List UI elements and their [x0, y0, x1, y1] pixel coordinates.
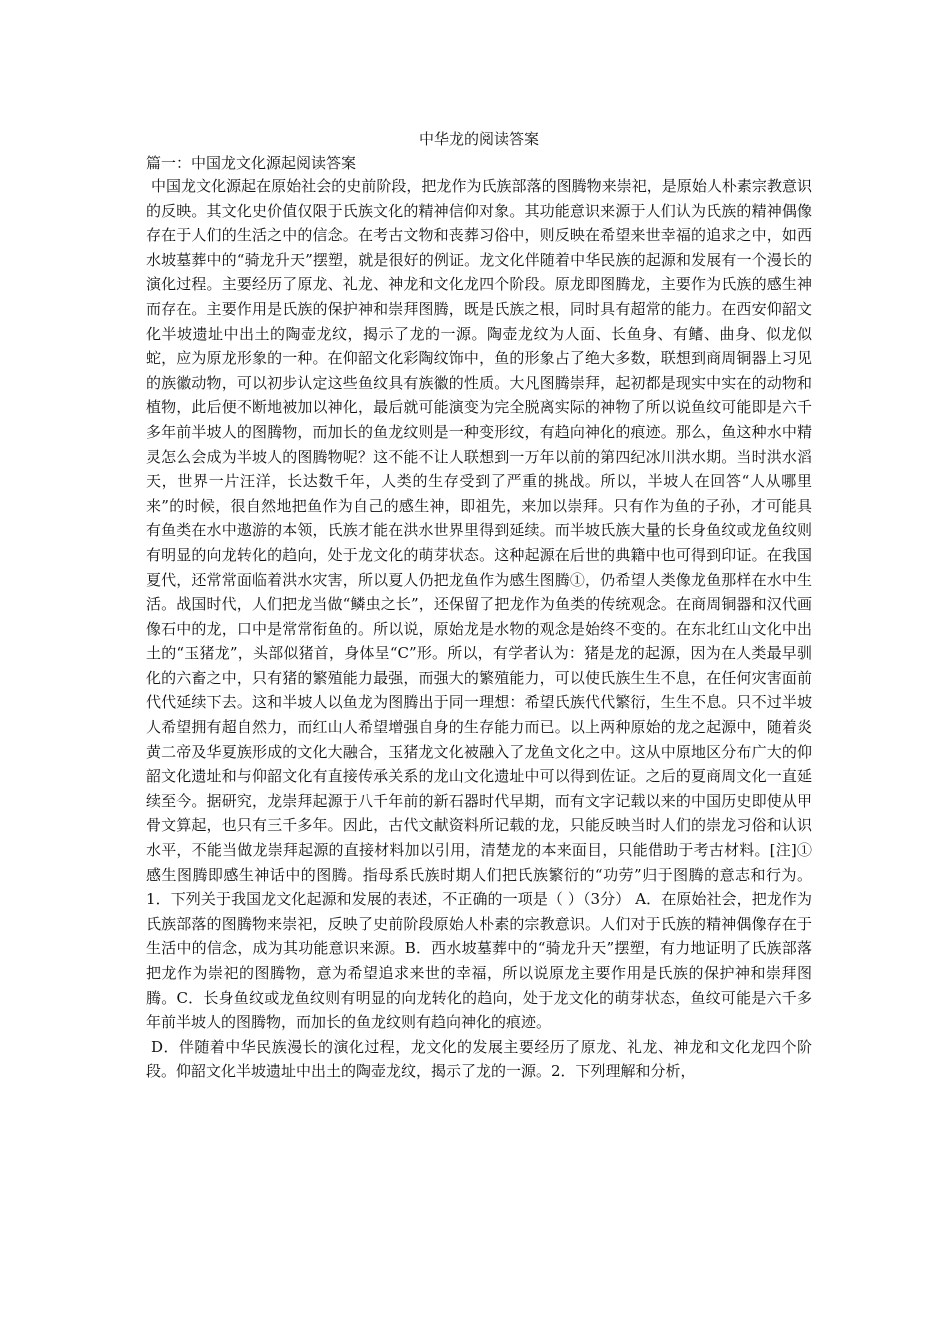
- body-paragraph: D．伴随着中华民族漫长的演化过程，龙文化的发展主要经历了原龙、礼龙、神龙和文化龙四个阶段。仰韶文化半坡遗址中出土的陶壶龙纹，揭示了龙的一源。2．下列理解和分析，: [146, 1037, 812, 1081]
- document-page: [146, 128, 812, 1084]
- section-heading: 篇一：中国龙文化源起阅读答案: [146, 154, 357, 172]
- document-title: 中华龙的阅读答案: [418, 130, 539, 148]
- body-paragraph: 中国龙文化源起在原始社会的史前阶段，把龙作为氏族部落的图腾物来崇祀，是原始人朴素宗教意识的反映。其文化史价值仅限于氏族文化的精神信仰对象。其功能意识来源于人们认为氏族的精神偶像存在于人们的生活之中的信念。在考古文物和丧葬习俗中，则反映在希望来世幸福的追求之中，如西水坡墓葬中的“骑龙升天”摆塑，就是很好的例证。龙文化伴随着中华民族的起源和发展有一个漫长的演化过程。主要经历了原龙、礼龙、神龙和文化龙四个阶段。原龙即图腾龙，主要作为氏族的感生神而存在。主要作用是氏族的保护神和崇拜图腾，既是氏族之根，同时具有超常的能力。在西安仰韶文化半坡遗址中出土的陶壶龙纹，揭示了龙的一源。陶壶龙纹为人面、长鱼身、有鳍、曲身、似龙似蛇，应为原龙形象的一种。在仰韶文化彩陶纹饰中，鱼的形象占了绝大多数，联想到商周铜器上习见的族徽动物，可以初步认定这些鱼纹具有族徽的性质。大凡图腾崇拜，起初都是现实中实在的动物和植物，此后便不断地被加以神化，最后就可能演变为完全脱离实际的神物了所以说鱼纹可能即是六千多年前半坡人的图腾物，而加长的鱼龙纹则是一种变形纹，有趋向神化的痕迹。那么，鱼这种水中精灵怎么会成为半坡人的图腾物呢？这不能不让人联想到一万年以前的第四纪冰川洪水期。当时洪水滔天，世界一片汪洋，长达数千年，人类的生存受到了严重的挑战。所以，半坡人在回答“人从哪里来”的时候，很自然地把鱼作为自己的感生神，即祖先，来加以崇拜。只有作为鱼的子孙，才可能具有鱼类在水中遨游的本领，氏族才能在洪水世界里得到延续。而半坡氏族大量的长身鱼纹或龙鱼纹则有明显的向龙转化的趋向，处于龙文化的萌芽状态。这种起源在后世的典籍中也可得到印证。在我国夏代，还常常面临着洪水灾害，所以夏人仍把龙鱼作为感生图腾①，仍希望人类像龙鱼那样在水中生活。战国时代，人们把龙当做“鳞虫之长”，还保留了把龙作为鱼类的传统观念。在商周铜器和汉代画像石中的龙，口中是常常衔鱼的。所以说，原始龙是水物的观念是始终不变的。在东北红山文化中出土的“玉猪龙”，头部似猪首，身体呈“C”形。所以，有学者认为：猪是龙的起源，因为在人类最早驯化的六畜之中，只有猪的繁殖能力最强，而强大的繁殖能力，可以使氏族生生不息，在任何灾害面前代代延续下去。这和半坡人以鱼龙为图腾出于同一理想：希望氏族代代繁衍，生生不息。只不过半坡人希望拥有超自然力，而红山人希望增强自身的生存能力而已。以上两种原始的龙之起源中，随着炎黄二帝及华夏族形成的文化大融合，玉猪龙文化被融入了龙鱼文化之中。这从中原地区分布广大的仰韶文化遗址和与仰韶文化有直接传承关系的龙山文化遗址中可以得到佐证。之后的夏商周文化一直延续至今。据研究，龙崇拜起源于八千年前的新石器时代早期，而有文字记载以来的中国历史即使从甲骨文算起，也只有三千多年。因此，古代文献资料所记载的龙，只能反映当时人们的崇龙习俗和认识水平，不能当做龙崇拜起源的直接材料加以引用，清楚龙的本来面目，只能借助于考古材料。[注]① 感生图腾即感生神话中的图腾。指母系氏族时期人们把氏族繁衍的“功劳”归于图腾的意志和行为。1．下列关于我国龙文化起源和发展的表述，不正确的一项是（ ）（3分） A．在原始社会，把龙作为氏族部落的图腾物来崇祀，反映了史前阶段原始人朴素的宗教意识。人们对于氏族的精神偶像存在于生活中的信念，成为其功能意识来源。B．西水坡墓葬中的“骑龙升天”摆塑，有力地证明了氏族部落把龙作为崇祀的图腾物，意为希望追求来世的幸福，所以说原龙主要作用是氏族的保护神和崇拜图腾。C．长身鱼纹或龙鱼纹则有明显的向龙转化的趋向，处于龙文化的萌芽状态，鱼纹可能是六千多年前半坡人的图腾物，而加长的鱼龙纹则有趋向神化的痕迹。: [146, 177, 812, 1032]
